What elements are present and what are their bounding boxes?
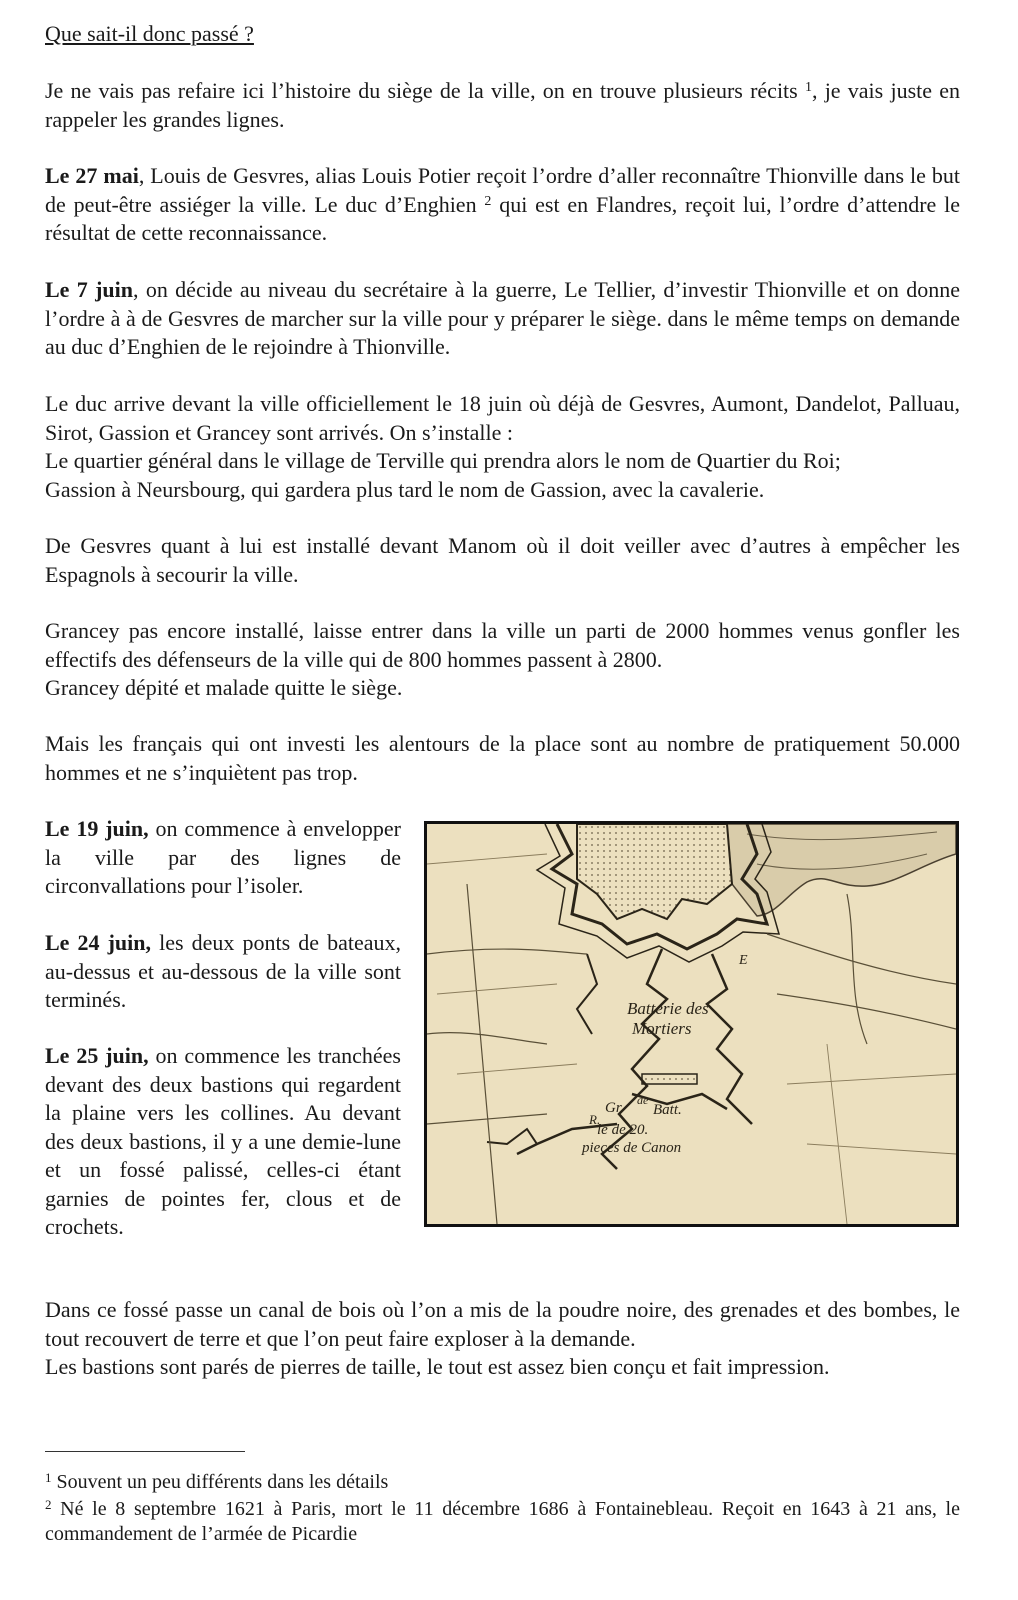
paragraph-line: Les bastions sont parés de pierres de taille, le tout est assez bien conçu et fait impression. [45,1354,830,1379]
footnote-separator [45,1451,245,1452]
paragraph-line: Grancey pas encore installé, laisse entrer dans la ville un parti de 2000 hommes venus gonfler les effectifs des défenseurs de la ville qui de 800 hommes passent à 2800. [45,618,960,672]
map-label-r: R. [589,1112,601,1127]
battery-block [642,1074,697,1084]
paragraph-line: Dans ce fossé passe un canal de bois où l’on a mis de la poudre noire, des grenades et des bombes, le tout recouvert de terre et que l’on peut faire exploser à la demande. [45,1297,960,1351]
paragraph-text: , je vais juste en rappeler les grandes lignes. [45,78,960,132]
paragraph-text: , Louis de Gesvres, alias Louis Potier reçoit l’ordre d’aller reconnaître Thionville dans le but de peut-être assiéger la ville. Le duc d’Enghien [45,163,960,217]
map-label-mortiers: Mortiers [632,1019,692,1038]
paragraph-text: on commence les tranchées devant des deux bastions qui regardent la plaine vers les collines. Au devant des deux bastions, il y a une demie-lune et un fossé palissé, celles-ci étant garnies de pointes fer, clous et de crochets. [45,1043,401,1239]
siege-map-drawing [427,824,956,1224]
date-label: Le 24 juin, [45,930,152,955]
paragraph-25-juin [45,1042,401,1242]
paragraph-line: Gassion à Neursbourg, qui gardera plus tard le nom de Gassion, avec la cavalerie. [45,476,765,502]
map-label-de-20: le de 20. [597,1122,649,1138]
paragraph-fosse [45,1296,960,1382]
paragraph-text: qui est en Flandres, reçoit lui, l’ordre d’attendre le résultat de cette reconnaissance. [45,191,960,245]
paragraph-grancey [45,617,960,703]
footnote-ref-2[interactable]: 2 [484,193,492,209]
footnote-ref-1[interactable]: 1 [804,80,812,95]
paragraph-gesvres: De Gesvres quant à lui est installé devant Manom où il doit veiller avec d’autres à empêcher les Espagnols à secourir la ville. [45,533,960,587]
date-label: Le 27 mai [45,163,139,188]
map-label-batt: Batt. [653,1102,682,1118]
paragraph-24-juin [45,929,401,1015]
footnote-2 [45,1497,960,1547]
footnote-1 [45,1470,960,1495]
map-label-gr: Gr. [605,1100,624,1116]
paragraph-arrivee-duc [45,390,960,504]
footnote-number: 2 [45,1497,52,1512]
date-label: Le 19 juin, [45,816,149,841]
paragraph-line: Le duc arrive devant la ville officiellement le 18 juin où déjà de Gesvres, Aumont, Dandelot, Palluau, Sirot, Gassion et Grancey sont arrivés. On s’installe : [45,391,960,445]
paragraph-7-juin [45,276,960,362]
map-label-e: E [739,953,748,968]
paragraph-19-juin [45,815,401,901]
date-label: Le 25 juin, [45,1043,149,1068]
paragraph-text: on commence à envelopper la ville par des lignes de circonvallations pour l’isoler. [45,816,401,898]
map-label-de: de [637,1093,649,1107]
paragraph-intro [45,77,960,134]
paragraph-francais: Mais les français qui ont investi les alentours de la place sont au nombre de pratiquement 50.000 hommes et ne s’inquiètent pas trop. [45,731,960,785]
footnote-text: Souvent un peu différents dans les détails [51,1471,389,1493]
paragraph-text: , on décide au niveau du secrétaire à la guerre, Le Tellier, d’investir Thionville et on donne l’ordre à à de Gesvres de marcher sur la ville pour y préparer le siège. dans le même temps on demande au duc d’Enghien de le rejoindre à Thionville. [45,277,960,359]
map-label-pieces-canon: pieces de Canon [582,1140,682,1156]
paragraph-line: Le quartier général dans le village de Terville qui prendra alors le nom de Quartier du Roi; [45,448,841,473]
paragraph-text: les deux ponts de bateaux, au-dessus et au-dessous de la ville sont terminés. [45,930,401,1012]
paragraph-line: Grancey dépité et malade quitte le siège. [45,675,403,700]
siege-map-image [424,821,959,1227]
paragraph-text: Je ne vais pas refaire ici l’histoire du siège de la ville, on en trouve plusieurs récits [45,78,805,103]
section-heading: Que sait-il donc passé ? [45,21,254,46]
map-label-batterie: Batterie des [627,999,709,1018]
footnote-text: Né le 8 septembre 1621 à Paris, mort le 11 décembre 1686 à Fontainebleau. Reçoit en 1643 à 21 ans, le commandement de l’armée de Picardie [45,1498,960,1545]
footnote-number: 1 [45,1470,52,1485]
date-label: Le 7 juin [45,277,134,302]
paragraph-27-mai [45,162,960,248]
